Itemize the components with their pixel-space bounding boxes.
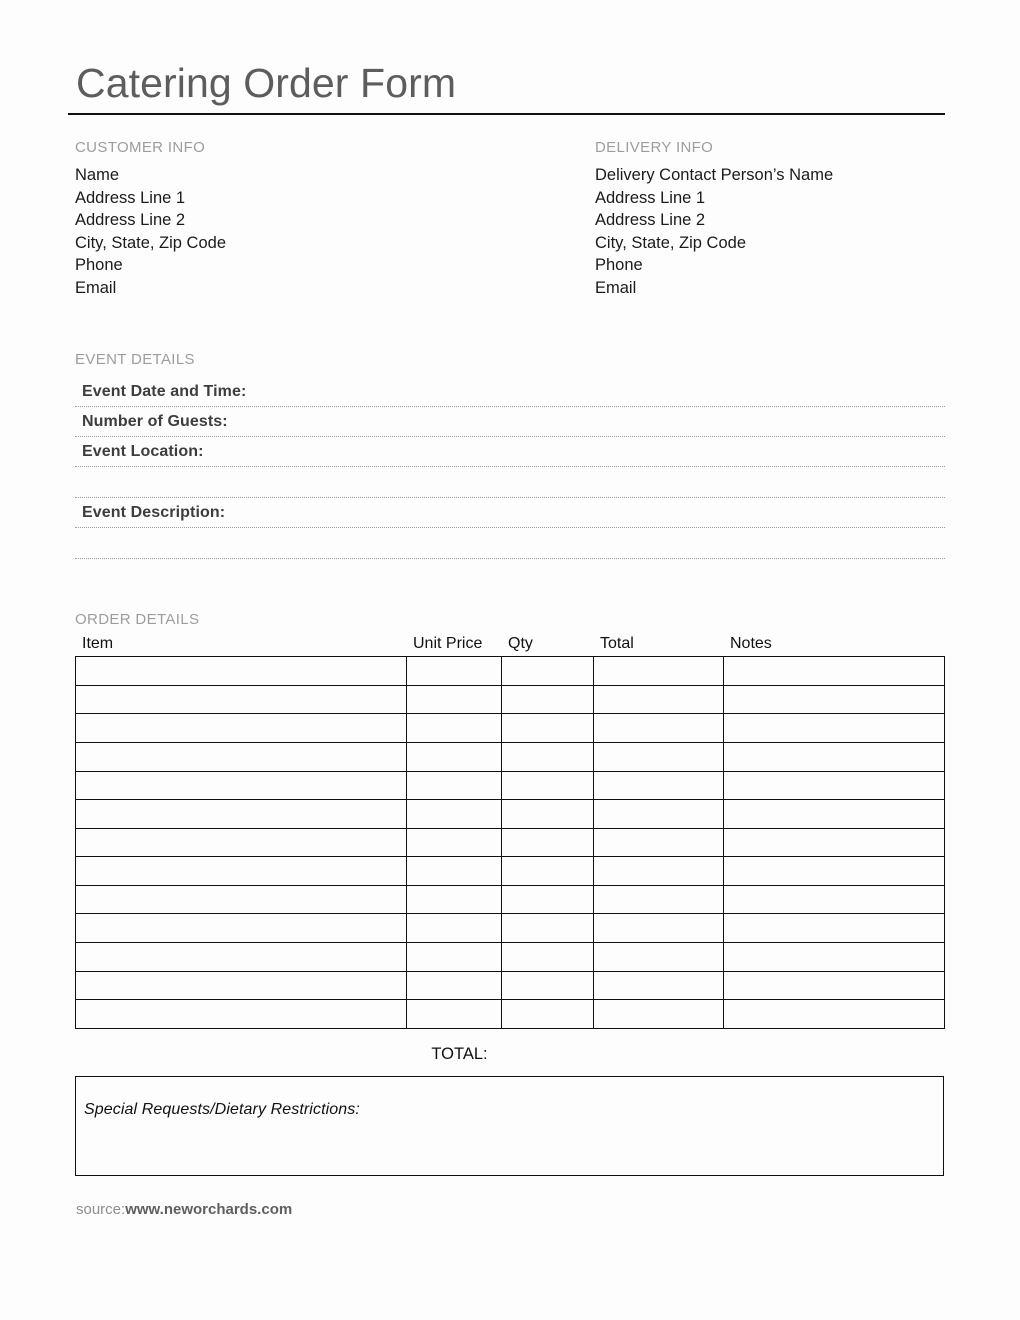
cell-notes[interactable] <box>724 943 945 972</box>
cell-item[interactable] <box>76 885 407 914</box>
cell-qty[interactable] <box>502 1000 594 1029</box>
cell-item[interactable] <box>76 971 407 1000</box>
cell-unit-price[interactable] <box>407 742 502 771</box>
table-row[interactable] <box>76 742 945 771</box>
cell-qty[interactable] <box>502 685 594 714</box>
delivery-field-address-line-1[interactable]: Address Line 1 <box>595 188 706 207</box>
cell-total[interactable] <box>594 714 724 743</box>
cell-total[interactable] <box>594 771 724 800</box>
order-details-section <box>75 611 945 1076</box>
cell-item[interactable] <box>76 943 407 972</box>
delivery-info-caption: DELIVERY INFO <box>595 139 714 157</box>
cell-total[interactable] <box>594 971 724 1000</box>
event-row-description[interactable] <box>75 498 945 528</box>
cell-item[interactable] <box>76 800 407 829</box>
event-label-date-time: Event Date and Time: <box>82 382 247 400</box>
table-row[interactable] <box>76 971 945 1000</box>
column-header-qty: Qty <box>508 635 533 653</box>
cell-qty[interactable] <box>502 771 594 800</box>
event-row-number-of-guests[interactable] <box>75 407 945 437</box>
cell-total[interactable] <box>594 857 724 886</box>
customer-field-phone[interactable]: Phone <box>75 256 123 275</box>
customer-field-address-line-2[interactable]: Address Line 2 <box>75 211 186 230</box>
cell-notes[interactable] <box>724 971 945 1000</box>
cell-unit-price[interactable] <box>407 828 502 857</box>
column-header-total: Total <box>600 635 634 653</box>
customer-info-caption: CUSTOMER INFO <box>75 139 206 157</box>
table-row[interactable] <box>76 771 945 800</box>
cell-unit-price[interactable] <box>407 657 502 686</box>
cell-qty[interactable] <box>502 885 594 914</box>
contact-info-section <box>75 139 945 299</box>
cell-unit-price[interactable] <box>407 943 502 972</box>
customer-field-name[interactable]: Name <box>75 166 120 185</box>
cell-notes[interactable] <box>724 800 945 829</box>
table-row[interactable] <box>76 943 945 972</box>
event-details-rows <box>75 377 945 559</box>
special-requests-box[interactable] <box>75 1076 944 1176</box>
cell-qty[interactable] <box>502 828 594 857</box>
order-table-header <box>75 635 945 656</box>
cell-item[interactable] <box>76 914 407 943</box>
table-row[interactable] <box>76 800 945 829</box>
cell-qty[interactable] <box>502 742 594 771</box>
cell-unit-price[interactable] <box>407 971 502 1000</box>
table-row[interactable] <box>76 885 945 914</box>
cell-item[interactable] <box>76 1000 407 1029</box>
form-sheet <box>75 60 945 1218</box>
cell-notes[interactable] <box>724 857 945 886</box>
cell-item[interactable] <box>76 857 407 886</box>
cell-notes[interactable] <box>724 1000 945 1029</box>
column-header-notes: Notes <box>730 635 772 653</box>
event-row-location[interactable] <box>75 437 945 467</box>
order-items-table <box>75 656 945 1029</box>
event-details-caption: EVENT DETAILS <box>75 351 195 369</box>
cell-unit-price[interactable] <box>407 800 502 829</box>
delivery-field-phone[interactable]: Phone <box>595 256 643 275</box>
source-prefix: source: <box>76 1200 126 1218</box>
cell-notes[interactable] <box>724 885 945 914</box>
cell-item[interactable] <box>76 685 407 714</box>
cell-total[interactable] <box>594 1000 724 1029</box>
cell-notes[interactable] <box>724 657 945 686</box>
cell-total[interactable] <box>594 685 724 714</box>
cell-item[interactable] <box>76 657 407 686</box>
page-title: Catering Order Form <box>76 60 457 106</box>
order-total-row <box>75 1029 944 1076</box>
cell-qty[interactable] <box>502 971 594 1000</box>
cell-notes[interactable] <box>724 828 945 857</box>
cell-unit-price[interactable] <box>407 771 502 800</box>
cell-total[interactable] <box>594 657 724 686</box>
cell-total[interactable] <box>594 800 724 829</box>
event-details-section <box>75 351 945 559</box>
cell-total[interactable] <box>594 742 724 771</box>
cell-total[interactable] <box>594 828 724 857</box>
cell-item[interactable] <box>76 742 407 771</box>
customer-field-email[interactable]: Email <box>75 278 117 297</box>
cell-unit-price[interactable] <box>407 914 502 943</box>
cell-qty[interactable] <box>502 857 594 886</box>
cell-unit-price[interactable] <box>407 685 502 714</box>
cell-item[interactable] <box>76 714 407 743</box>
delivery-info-fields <box>595 164 945 299</box>
order-total-label: TOTAL: <box>431 1044 488 1063</box>
event-label-location: Event Location: <box>82 442 204 460</box>
cell-item[interactable] <box>76 828 407 857</box>
delivery-info-column <box>595 139 945 299</box>
cell-notes[interactable] <box>724 685 945 714</box>
cell-qty[interactable] <box>502 943 594 972</box>
cell-qty[interactable] <box>502 657 594 686</box>
special-requests-label: Special Requests/Dietary Restrictions: <box>84 1100 360 1118</box>
customer-field-city-state-zip[interactable]: City, State, Zip Code <box>75 233 227 252</box>
delivery-field-city-state-zip[interactable]: City, State, Zip Code <box>595 233 747 252</box>
table-row[interactable] <box>76 657 945 686</box>
column-header-unit-price: Unit Price <box>413 635 483 653</box>
table-row[interactable] <box>76 828 945 857</box>
cell-qty[interactable] <box>502 914 594 943</box>
cell-notes[interactable] <box>724 914 945 943</box>
cell-unit-price[interactable] <box>407 714 502 743</box>
order-items-body <box>76 657 945 1029</box>
cell-notes[interactable] <box>724 742 945 771</box>
source-website[interactable]: www.neworchards.com <box>125 1200 293 1218</box>
column-header-item: Item <box>82 635 114 653</box>
order-details-caption: ORDER DETAILS <box>75 611 200 629</box>
event-row-date-time[interactable] <box>75 377 945 407</box>
table-row[interactable] <box>76 914 945 943</box>
title-divider <box>68 113 945 115</box>
cell-unit-price[interactable] <box>407 857 502 886</box>
customer-info-column <box>75 139 595 299</box>
cell-total[interactable] <box>594 914 724 943</box>
table-row[interactable] <box>76 685 945 714</box>
event-label-number-of-guests: Number of Guests: <box>82 412 228 430</box>
event-row-location-continued[interactable] <box>75 467 945 498</box>
table-row[interactable] <box>76 714 945 743</box>
event-label-description: Event Description: <box>82 503 226 521</box>
cell-notes[interactable] <box>724 771 945 800</box>
cell-total[interactable] <box>594 885 724 914</box>
cell-qty[interactable] <box>502 800 594 829</box>
delivery-field-address-line-2[interactable]: Address Line 2 <box>595 211 706 230</box>
cell-total[interactable] <box>594 943 724 972</box>
delivery-field-email[interactable]: Email <box>595 278 637 297</box>
cell-unit-price[interactable] <box>407 885 502 914</box>
table-row[interactable] <box>76 1000 945 1029</box>
cell-qty[interactable] <box>502 714 594 743</box>
table-row[interactable] <box>76 857 945 886</box>
source-footer <box>75 1201 945 1218</box>
cell-notes[interactable] <box>724 714 945 743</box>
cell-item[interactable] <box>76 771 407 800</box>
event-row-description-continued[interactable] <box>75 528 945 559</box>
cell-unit-price[interactable] <box>407 1000 502 1029</box>
customer-info-fields <box>75 164 595 299</box>
delivery-field-contact-name[interactable]: Delivery Contact Person’s Name <box>595 166 834 185</box>
customer-field-address-line-1[interactable]: Address Line 1 <box>75 188 186 207</box>
